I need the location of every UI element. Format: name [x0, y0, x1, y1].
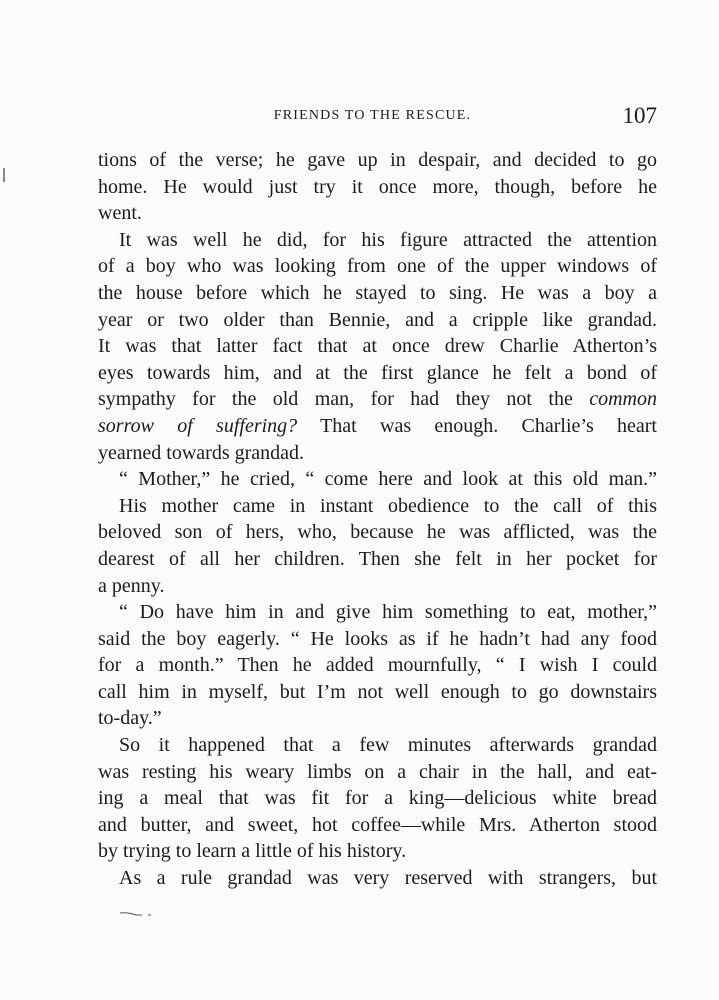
page-number: 107 — [622, 103, 657, 128]
text-line — [98, 253, 657, 280]
text-line — [98, 865, 657, 892]
paragraph — [98, 493, 657, 599]
text-segment: That was enough. Charlie’s heart — [297, 414, 657, 437]
text-line — [98, 626, 657, 653]
text-segment: tions of the verse; he gave up in despair, and decided to go — [98, 149, 657, 171]
text-line — [98, 280, 657, 307]
text-line — [98, 493, 657, 520]
text-line — [98, 307, 657, 334]
paragraph — [98, 466, 657, 493]
text-segment: It was that latter fact that at once drew Charlie Atherton’s — [98, 335, 657, 358]
text-line — [98, 386, 657, 413]
ink-smudge — [118, 911, 158, 917]
text-segment: to-day.” — [98, 707, 162, 730]
text-line — [98, 652, 657, 679]
text-segment: call him in myself, but I’m not well enough to go downstairs — [98, 680, 657, 703]
text-line — [98, 599, 657, 626]
body-text — [98, 147, 657, 892]
text-line — [98, 519, 657, 546]
text-line — [98, 227, 657, 254]
chapter-title: FRIENDS TO THE RESCUE. — [273, 108, 472, 123]
paragraph — [98, 865, 657, 892]
text-line — [98, 705, 657, 732]
text-segment: beloved son of hers, who, because he was afflicted, was the — [98, 521, 657, 544]
text-line — [98, 785, 657, 812]
text-line — [98, 466, 657, 493]
text-segment: sympathy for the old man, for had they not the — [98, 388, 590, 411]
running-head — [98, 104, 657, 130]
text-line — [98, 546, 657, 573]
text-line — [98, 200, 657, 227]
text-line — [98, 838, 657, 865]
text-segment: the house before which he stayed to sing. He was a boy a — [98, 281, 657, 304]
text-segment: for a month.” Then he added mournfully, “ I wish I could — [98, 654, 657, 677]
text-line — [98, 333, 657, 360]
text-segment: So it happened that a few minutes afterwards grandad — [119, 734, 657, 757]
text-line — [98, 573, 657, 600]
text-line — [98, 147, 657, 174]
text-segment: As a rule grandad was very reserved with strangers, but — [119, 867, 657, 890]
text-segment: and butter, and sweet, hot coffee—while Mrs. Atherton stood — [98, 813, 657, 836]
text-segment: It was well he did, for his figure attracted the attention — [119, 228, 657, 251]
text-segment: was resting his weary limbs on a chair in the hall, and eat- — [98, 760, 657, 783]
text-segment: His mother came in instant obedience to the call of this — [119, 494, 657, 517]
paragraph — [98, 147, 657, 227]
paragraph — [98, 732, 657, 865]
text-segment: a penny. — [98, 574, 165, 597]
paragraph — [98, 227, 657, 466]
text-line — [98, 174, 657, 201]
text-line — [98, 812, 657, 839]
text-line — [98, 759, 657, 786]
text-line — [98, 440, 657, 467]
text-segment: went. — [98, 202, 142, 225]
text-segment: dearest of all her children. Then she felt in her pocket for — [98, 547, 657, 570]
text-segment: said the boy eagerly. “ He looks as if he hadn’t had any food — [98, 627, 657, 650]
italic-text: common — [589, 388, 657, 411]
text-segment: yearned towards grandad. — [98, 441, 305, 464]
text-segment: home. He would just try it once more, though, before he — [98, 175, 657, 198]
text-segment: eyes towards him, and at the first glance he felt a bond of — [98, 361, 657, 384]
text-segment: “ Do have him in and give him something to eat, mother,” — [119, 601, 657, 624]
text-segment: ing a meal that was fit for a king—delicious white bread — [98, 787, 657, 810]
text-line — [98, 360, 657, 387]
text-segment: year or two older than Bennie, and a cripple like grandad. — [98, 308, 657, 331]
text-line — [98, 413, 657, 440]
text-segment: of a boy who was looking from one of the upper windows of — [98, 255, 657, 278]
scan-edge-mark — [3, 168, 5, 182]
italic-text: sorrow of suffering? — [98, 414, 298, 437]
text-segment: by trying to learn a little of his history. — [98, 840, 407, 863]
paragraph — [98, 599, 657, 732]
text-line — [98, 679, 657, 706]
text-line — [98, 732, 657, 759]
text-segment: “ Mother,” he cried, “ come here and look at this old man.” — [119, 468, 657, 491]
